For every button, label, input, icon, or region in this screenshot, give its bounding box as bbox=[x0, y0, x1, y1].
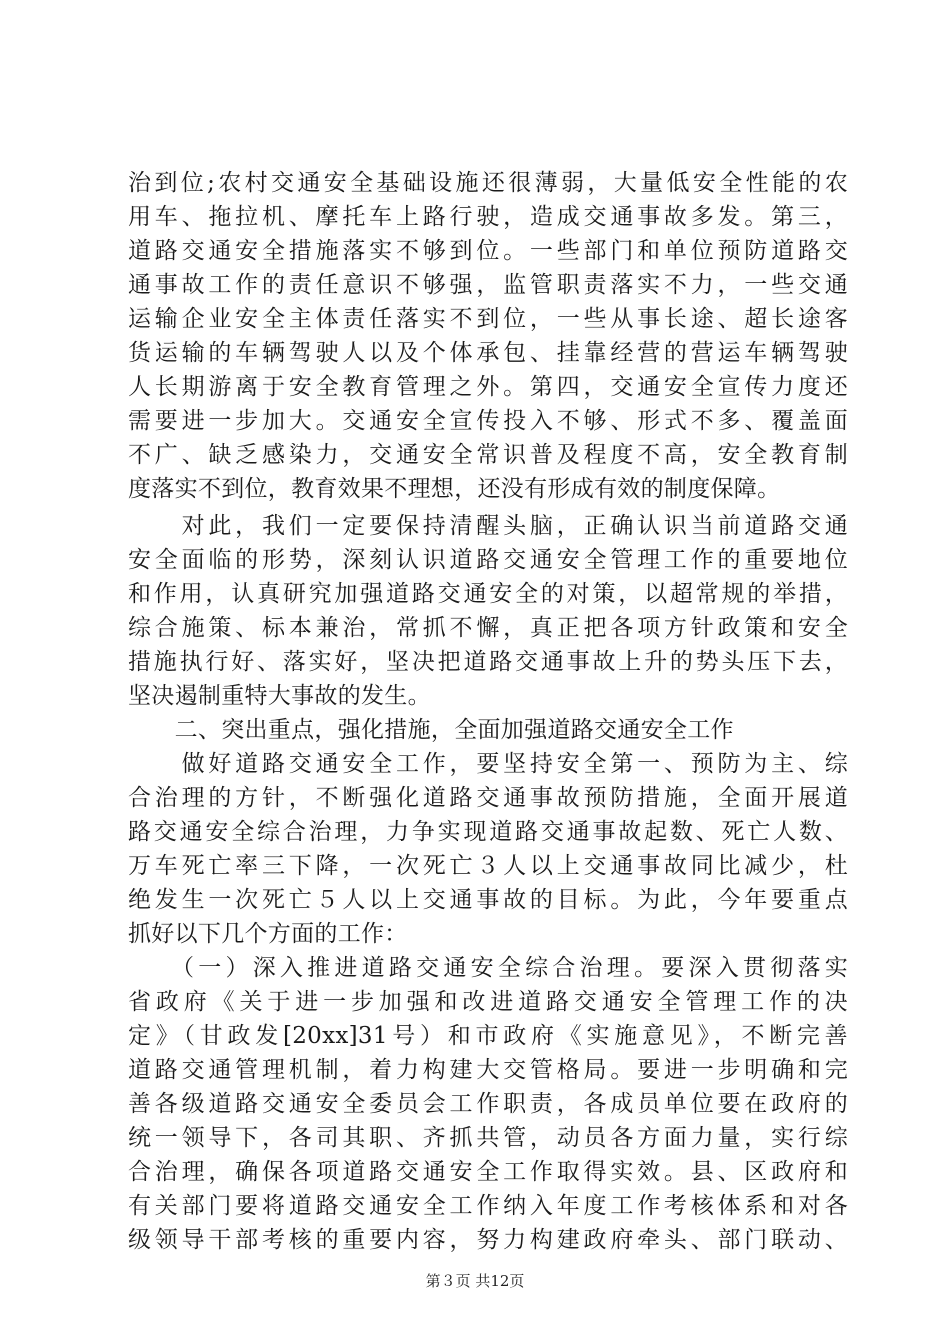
text-line: 不广、缺乏感染力，交通安全常识普及程度不高，安全教育制 bbox=[128, 442, 848, 468]
text-line: 道路交通安全措施落实不够到位。一些部门和单位预防道路交 bbox=[128, 238, 848, 264]
text-line: 合治理，确保各项道路交通安全工作取得实效。县、区政府和 bbox=[128, 1159, 848, 1185]
text-line: 综合施策、标本兼治，常抓不懈，真正把各项方针政策和安全 bbox=[128, 615, 848, 641]
text-line: 坚决遏制重特大事故的发生。 bbox=[128, 683, 431, 709]
text-line: 路交通安全综合治理，力争实现道路交通事故起数、死亡人数、 bbox=[128, 819, 848, 845]
text-line: 定》（甘政发[20xx]31号）和市政府《实施意见》，不断完善 bbox=[128, 1023, 848, 1049]
text-line: （一）深入推进道路交通安全综合治理。要深入贯彻落实 bbox=[128, 955, 848, 981]
text-line: 统一领导下，各司其职、齐抓共管，动员各方面力量，实行综 bbox=[128, 1125, 848, 1151]
body-continued bbox=[128, 509, 848, 1257]
page-number-footer: 第３页 共12页 bbox=[425, 1272, 525, 1290]
text-line: 安全面临的形势，深刻认识道路交通安全管理工作的重要地位 bbox=[128, 547, 848, 573]
text-line: 绝发生一次死亡５人以上交通事故的目标。为此，今年要重点 bbox=[128, 887, 848, 913]
text-line: 措施执行好、落实好，坚决把道路交通事故上升的势头压下去， bbox=[128, 649, 848, 675]
text-line: 做好道路交通安全工作，要坚持安全第一、预防为主、综 bbox=[128, 751, 848, 777]
text-line: 抓好以下几个方面的工作： bbox=[128, 921, 408, 947]
text-line: 道路交通管理机制，着力构建大交管格局。要进一步明确和完 bbox=[128, 1057, 848, 1083]
text-line: 运输企业安全主体责任落实不到位，一些从事长途、超长途客 bbox=[128, 306, 848, 332]
text-line: 货运输的车辆驾驶人以及个体承包、挂靠经营的营运车辆驾驶 bbox=[128, 340, 848, 366]
text-line: 级领导干部考核的重要内容，努力构建政府牵头、部门联动、 bbox=[128, 1227, 848, 1253]
text-line: 治到位;农村交通安全基础设施还很薄弱，大量低安全性能的农 bbox=[128, 170, 848, 196]
paragraph-risks bbox=[128, 166, 848, 506]
text-line: 需要进一步加大。交通安全宣传投入不够、形式不多、覆盖面 bbox=[128, 408, 848, 434]
paragraph-goals bbox=[128, 747, 848, 951]
paragraph-comprehensive-governance bbox=[128, 951, 848, 1257]
text-line: 和作用，认真研究加强道路交通安全的对策，以超常规的举措， bbox=[128, 581, 848, 607]
paragraph-response bbox=[128, 509, 848, 713]
text-line: 有关部门要将道路交通安全工作纳入年度工作考核体系和对各 bbox=[128, 1193, 848, 1219]
text-line: 通事故工作的责任意识不够强，监管职责落实不力，一些交通 bbox=[128, 272, 848, 298]
text-line: 对此，我们一定要保持清醒头脑，正确认识当前道路交通 bbox=[128, 513, 848, 539]
text-line: 度落实不到位，教育效果不理想，还没有形成有效的制度保障。 bbox=[128, 476, 781, 502]
text-line: 合治理的方针，不断强化道路交通事故预防措施，全面开展道 bbox=[128, 785, 848, 811]
text-line: 省政府《关于进一步加强和改进道路交通安全管理工作的决 bbox=[128, 989, 848, 1015]
text-line: 人长期游离于安全教育管理之外。第四，交通安全宣传力度还 bbox=[128, 374, 848, 400]
text-line: 用车、拖拉机、摩托车上路行驶，造成交通事故多发。第三， bbox=[128, 204, 848, 230]
text-line: 万车死亡率三下降，一次死亡３人以上交通事故同比减少，杜 bbox=[128, 853, 848, 879]
section-heading: 二、突出重点，强化措施，全面加强道路交通安全工作 bbox=[128, 717, 734, 743]
text-line: 善各级道路交通安全委员会工作职责，各成员单位要在政府的 bbox=[128, 1091, 848, 1117]
